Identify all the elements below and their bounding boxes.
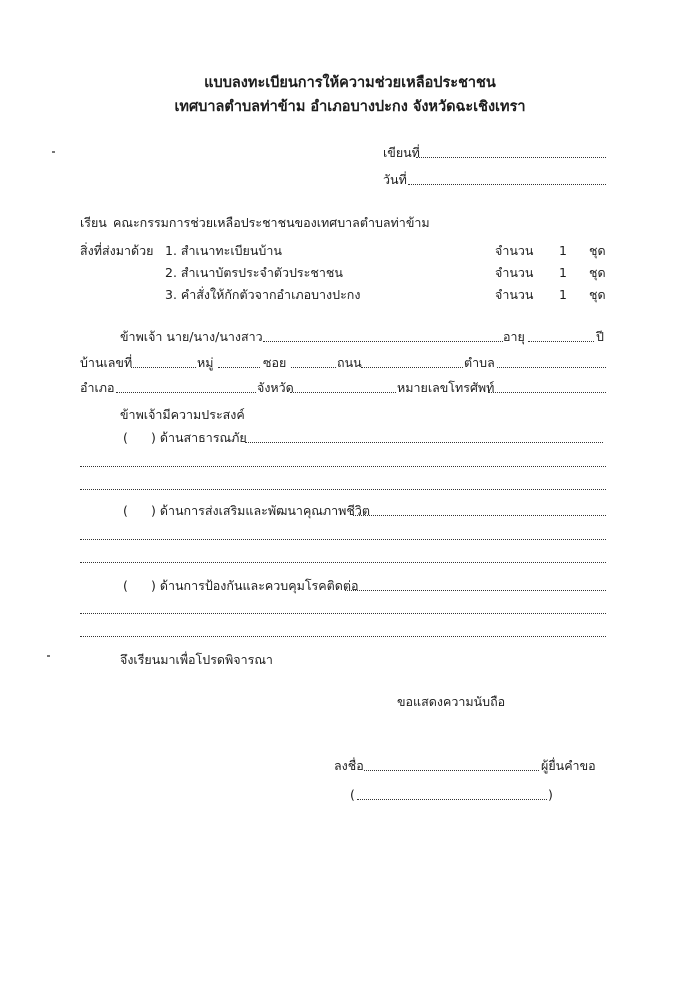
form-title-line2: เทศบาลตำบลท่าข้าม อำเภอบางปะกง จังหวัดฉะเชิงเทรา <box>174 99 526 115</box>
road-label: ถนน <box>337 355 362 370</box>
scan-speck <box>52 151 55 153</box>
applicant-role-label: ผู้ยื่นคำขอ <box>541 758 596 773</box>
moo-label: หมู่ <box>197 355 214 370</box>
age-field[interactable] <box>528 341 594 342</box>
printed-name-open: ( <box>350 787 355 802</box>
written-at-label: เขียนที่ <box>383 145 420 160</box>
option-checkbox[interactable]: ( <box>123 578 128 593</box>
option-checkbox[interactable]: ( <box>123 430 128 445</box>
attachment-qty: 1 <box>559 265 567 280</box>
addressee-text: คณะกรรมการช่วยเหลือประชาชนของเทศบาลตำบลท่าข้าม <box>113 215 430 230</box>
written-at-field[interactable] <box>416 157 606 158</box>
option-label: ) ด้านการส่งเสริมและพัฒนาคุณภาพชีวิต <box>151 503 371 518</box>
subdistrict-field[interactable] <box>497 367 606 368</box>
closing-regards: ขอแสดงความนับถือ <box>397 694 506 709</box>
attachment-qty: 1 <box>559 243 567 258</box>
attachment-unit: ชุด <box>589 243 606 258</box>
attachment-qty-label: จำนวน <box>495 287 534 302</box>
age-label: อายุ <box>503 329 525 344</box>
district-field[interactable] <box>116 392 256 393</box>
attachment-unit: ชุด <box>589 287 606 302</box>
name-field[interactable] <box>263 341 503 342</box>
date-label: วันที่ <box>383 172 407 187</box>
request-intro: ข้าพเจ้ามีความประสงค์ <box>120 407 245 422</box>
moo-field[interactable] <box>218 367 260 368</box>
attachment-text: 2. สำเนาบัตรประจำตัวประชาชน <box>165 265 343 280</box>
option-checkbox[interactable]: ( <box>123 503 128 518</box>
option-detail-field[interactable] <box>80 636 606 637</box>
signature-field[interactable] <box>364 770 539 771</box>
province-field[interactable] <box>290 392 396 393</box>
attachment-text: 3. คำสั่งให้กักตัวจากอำเภอบางปะกง <box>165 287 361 302</box>
closing-request: จึงเรียนมาเพื่อโปรดพิจารณา <box>120 652 273 667</box>
phone-label: หมายเลขโทรศัพท์ <box>397 380 495 395</box>
attachment-unit: ชุด <box>589 265 606 280</box>
phone-field[interactable] <box>488 392 606 393</box>
option-detail-field[interactable] <box>345 590 606 591</box>
house-no-field[interactable] <box>131 367 196 368</box>
district-label: อำเภอ <box>80 380 115 395</box>
name-label: ข้าพเจ้า นาย/นาง/นางสาว <box>120 329 263 344</box>
option-detail-field[interactable] <box>353 515 606 516</box>
road-field[interactable] <box>361 367 463 368</box>
sign-label: ลงชื่อ <box>334 758 364 773</box>
province-label: จังหวัด <box>257 380 294 395</box>
option-detail-field[interactable] <box>80 613 606 614</box>
subdistrict-label: ตำบล <box>464 355 495 370</box>
addressee-label: เรียน <box>80 215 107 230</box>
option-label: ) ด้านการป้องกันและควบคุมโรคติดต่อ <box>151 578 359 593</box>
attachment-qty-label: จำนวน <box>495 265 534 280</box>
option-detail-field[interactable] <box>245 442 603 443</box>
option-detail-field[interactable] <box>80 466 606 467</box>
attachment-qty-label: จำนวน <box>495 243 534 258</box>
option-detail-field[interactable] <box>80 562 606 563</box>
house-no-label: บ้านเลขที่ <box>80 355 133 370</box>
option-detail-field[interactable] <box>80 539 606 540</box>
printed-name-field[interactable] <box>357 799 547 800</box>
option-label: ) ด้านสาธารณภัย <box>151 430 247 445</box>
date-field[interactable] <box>408 184 606 185</box>
age-unit: ปี <box>596 329 604 344</box>
scan-speck <box>47 655 50 657</box>
soi-label: ซอย <box>263 355 287 370</box>
printed-name-close: ) <box>548 787 553 802</box>
soi-field[interactable] <box>291 367 336 368</box>
attachments-label: สิ่งที่ส่งมาด้วย <box>80 243 154 258</box>
attachment-qty: 1 <box>559 287 567 302</box>
form-title-line1: แบบลงทะเบียนการให้ความช่วยเหลือประชาชน <box>204 75 496 91</box>
attachment-text: 1. สำเนาทะเบียนบ้าน <box>165 243 282 258</box>
option-detail-field[interactable] <box>80 489 606 490</box>
